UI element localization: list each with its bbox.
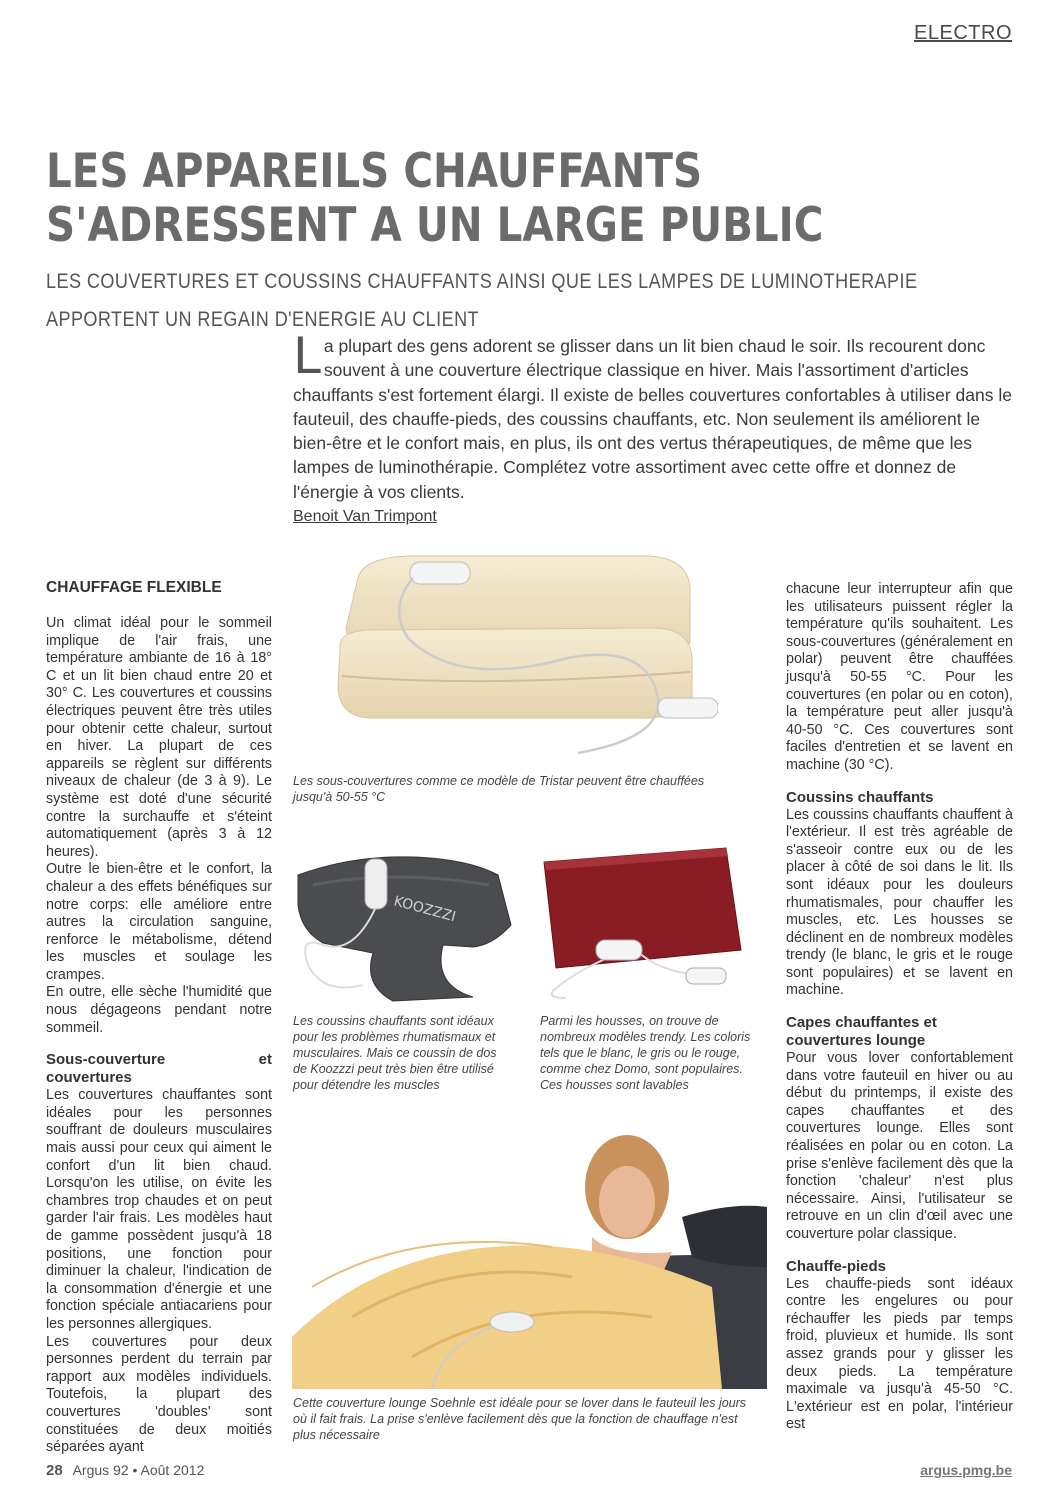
title-line-2: S'ADRESSENT A UN LARGE PUBLIC [46,198,824,253]
paragraph: En outre, elle sèche l'humidité que nous dégageons pendant notre sommeil. [46,984,272,1036]
heading-capes-line-1: Capes chauffantes et [786,1014,937,1032]
article-subtitle [46,263,1018,339]
subtitle-line-1: LES COUVERTURES ET COUSSINS CHAUFFANTS AINSI QUE LES LAMPES DE LUMINOTHERAPIE [46,270,918,293]
lounge-photo [292,1107,767,1389]
caption-covers: Parmi les housses, on trouve de nombreux modèles trendy. Les coloris tels que le blanc, le gris ou le rouge, comme chez Domo, sont populaires. Ces housses sont lavables [540,1014,751,1092]
heading-chauffage-flexible: CHAUFFAGE FLEXIBLE [46,579,222,596]
paragraph: Les coussins chauffants chauffent à l'extérieur. Il est très agréable de s'asseoir contre eux ou de les placer à côté de soi dans le lit. Ils sont idéaux pour les douleurs rhumatismales, pour chauffer les muscles, etc. Les housses se déclinent en de nombreux modèles trendy (le blanc, le gris et le rouge sont populaires) et se lavent en machine. [786,806,1013,999]
heading-sous-couverture: Sous-couverture et couvertures [46,1051,272,1087]
dropcap: L [293,327,321,385]
article-title [46,145,872,253]
cushion-image [293,835,518,1005]
issue-info: Argus 92 • Août 2012 [72,1462,205,1478]
section-label: ELECTRO [914,22,1012,44]
intro-paragraph [293,327,1013,504]
intro-text: a plupart des gens adorent se glisser dans un lit bien chaud le soir. Ils recourent donc souvent à une couverture électrique classique en hiver. Mais l'assortiment d'articles chauffants s'est fortement élargi. Il existe de belles couvertures confortables à utiliser dans le fauteuil, des chauffe-pieds, des coussins chauffants, etc. Non seulement ils améliorent le bien-être et le confort mais, en plus, ils ont des vertus thérapeutiques, de même que les lampes de luminothérapie. Complétez votre assortiment avec cette offre et donnez de l'énergie à vos clients. [293,336,1012,502]
caption-underblanket: Les sous-couvertures comme ce modèle de Tristar peuvent être chauffées jusqu'à 50-55 °C [293,774,705,804]
website-link[interactable]: argus.pmg.be [920,1462,1012,1478]
heading-capes-line-2: couvertures lounge [786,1032,926,1050]
page-number: 28 [46,1462,63,1479]
left-column [46,579,272,1457]
right-column [786,581,1013,1434]
caption-lounge: Cette couverture lounge Soehnle est idéale pour se lover dans le fauteuil les jours où il fait frais. La prise s'enlève facilement dès que la fonction de chauffage n'est plus nécessaire [293,1396,747,1442]
heading-chauffe-pieds: Chauffe-pieds [786,1257,887,1275]
author-link[interactable]: Benoit Van Trimpont [293,508,437,525]
subtitle-line-2: APPORTENT UN REGAIN D'ENERGIE AU CLIENT [46,308,480,331]
paragraph: Les couvertures pour deux personnes perdent du terrain par rapport aux modèles individuels. Toutefois, la plupart des couvertures 'doubles' sont constituées de deux moitiés séparées ayant [46,1333,272,1456]
paragraph: chacune leur interrupteur afin que les utilisateurs puissent régler la température qu'ils souhaitent. Les sous-couvertures (généralement en polar) peuvent être chauffées jusqu'à 50-55 °C. Pour les couvertures (en polar ou en coton), la température peut aller jusqu'à 40-50 °C. Ces couvertures sont faciles d'entretien et se lavent en machine (30 °C). [786,581,1013,773]
paragraph: Un climat idéal pour le sommeil implique de l'air frais, une température ambiante de 16 à 18° C et un lit bien chaud entre 20 et 30° C. Les couvertures et coussins électriques peuvent être très utiles pour obtenir cette chaleur, surtout en hiver. La plupart de ces appareils se règlent sur différents niveaux de chaleur (de 3 à 9). Le système est doté d'une sécurité contre la surchauffe et s'éteint automatiquement (après 3 à 12 heures). [46,615,272,860]
cushion-brand-label: KOOZZZI [391,893,458,926]
underblanket-image [318,548,718,766]
paragraph: Les couvertures chauffantes sont idéales pour les personnes souffrant de douleurs musculaires mais aussi pour ceux qui aiment le confort d'un lit bien chaud. Lorsqu'on les utilise, on évite les chambres trop chaudes et on peut garder l'air frais. Les modèles haut de gamme possèdent jusqu'à 18 positions, une fonction pour diminuer la chaleur, l'indication de la consommation d'énergie et une fonction spéciale antiacariens pour les personnes allergiques. [46,1087,272,1332]
paragraph: Pour vous lover confortablement dans votre fauteuil en hiver ou au début du printemps, il existe des capes chauffantes et des couvertures lounge. Elles sont réalisées en polar ou en coton. La prise s'enlève facilement dès que la fonction 'chaleur' n'est plus nécessaire. Ainsi, l'utilisateur se retrouve en un clin d'œil avec une couverture polar classique. [786,1050,1013,1242]
paragraph: Outre le bien-être et le confort, la chaleur a des effets bénéfiques sur notre corps: elle améliore entre autres la circulation sanguine, renforce le métabolisme, détend les muscles et soulage les crampes. [46,861,272,983]
heading-coussins-chauffants: Coussins chauffants [786,788,934,806]
title-line-1: LES APPAREILS CHAUFFANTS [46,144,703,199]
caption-cushion: Les coussins chauffants sont idéaux pour les problèmes rhumatismaux et musculaires. Mais ce coussin de dos de Koozzzi peut très bien être utilisé pour détendre les muscles [293,1014,497,1092]
footer-left [46,1462,204,1479]
paragraph: Les chauffe-pieds sont idéaux contre les engelures ou pour réchauffer les pieds par temps froid, pluvieux et humide. Ils sont assez grands pour y glisser les deux pieds. La température maximale va jusqu'à 45-50 °C. L'extérieur est en polar, l'intérieur est [786,1275,1013,1433]
red-cover-image [536,840,746,1000]
